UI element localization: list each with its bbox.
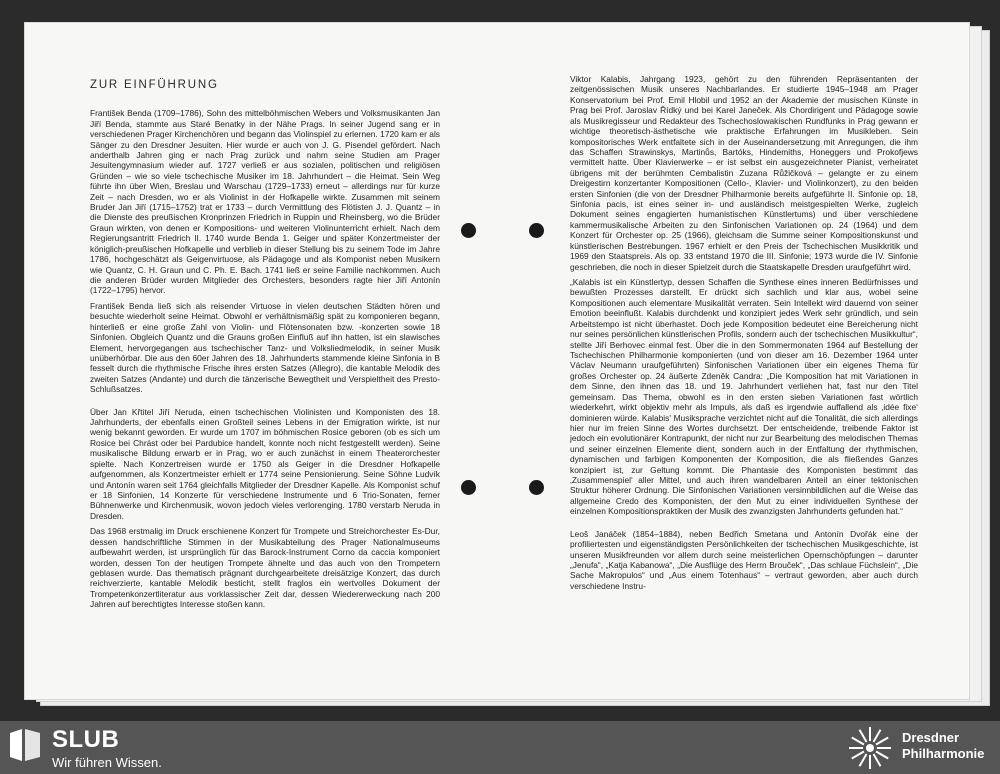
punch-hole <box>461 480 476 495</box>
dresdner-philharmonie-logo-text[interactable] <box>902 730 984 761</box>
paragraph-neruda-bio: Über Jan Křtitel Jiří Neruda, einen tschechischen Violinisten und Komponisten des 18. Jahrhunderts, der ebenfalls einen Großteil seines Lebens in der Emigration wirkte, ist nur wenig bekannt geworden. Er wurde um 1707 im böhmischen Rosice geboren (ob es sich um Rosice bei Chrást oder bei Pardubice handelt, konnte noch nicht festgestellt werden). Seine musikalische Bildung erwarb er in Prag, wo er auch zunächst in einem Theaterorchester spielte. Nach Konzertreisen wurde er 1750 als Geiger in die Dresdner Hofkapelle aufgenommen, als Konzertmeister erhielt er 1774 seine Pensionierung. Seine Söhne Ludvík und Antonín waren seit 1764 gleichfalls Mitglieder der Dresdner Kapelle. Als Komponist schuf er 18 Sinfonien, 14 Konzerte für verschiedene Instrumente und 6 Trio-Sonaten, ferner Bühnenwerke und Kirchenmusik, wovon jedoch vieles verlorenging. 1780 verstarb Neruda in Dresden. <box>90 406 440 521</box>
paragraph-benda-works: František Benda ließ sich als reisender Virtuose in vielen deutschen Städten hören und besuchte wiederholt seine Heimat. Obwohl er verhältnismäßig spät zu komponieren begann, hinterließ er eine große Zahl von Violin- und Flötensonaten bzw. -konzerten sowie 18 Sinfonien. Obgleich Quantz und die Grauns großen Einfluß auf ihn hatten, ist ein slawisches Element, hervorgegangen aus tschechischer Tanz- und Volksliedmelodik, in seiner Musik unüberhörbar. Die aus den 60er Jahren des 18. Jahrhunderts stammende kleine Sinfonia in B fesselt durch die rhythmische Frische ihres ersten Satzes (Allegro), die kantable Melodik des zweiten Satzes (Andante) und durch die tänzerische Bewegtheit und Verspieltheit des Presto-Schlußsatzes. <box>90 300 440 395</box>
paragraph-kalabis-bio: Viktor Kalabis, Jahrgang 1923, gehört zu den führenden Repräsentanten der zeitgenössischen Musik unseres Nachbarlandes. Er studierte 1945–1948 am Prager Konservatorium bei Prof. Emil Hlobil und 1952 an der Akademie der musischen Künste in Prag bei Prof. Jaroslav Řídký und bei Karel Janeček. Als Chordirigent und Pädagoge sowie als Musikregisseur und Redakteur des Tschechoslowakischen Rundfunks in Prag gewann er wichtige theoretisch-ästhetische wie praktische Erfahrungen im Musikleben. Sein kompositorisches Werk entfaltete sich in der Auseinandersetzung mit Anregungen, die ihm das Schaffen Strawinskys, Martinůs, Bartóks, Hindemiths, Honeggers und Prokofjews vermittelt hatte. Über Klavierwerke – er ist selbst ein ausgezeichneter Pianist, verheiratet übrigens mit der berühmten Cembalistin Zuzana Růžičková – gelangte er zu einem Dreigestirn konzertanter Kompositionen (Cello-, Klavier- und Violinkonzert), zu den beiden ersten Sinfonien (die von der Dresdner Philharmonie bereits aufgeführte II. Sinfonie op. 18, Sinfonia pacis, ist eines seiner in- und ausländisch meistgespielten Werke, zugleich Dokument seines engagierten humanistischen Künstlertums) und über verschiedene kammermusikalische Arbeiten zu den Sinfonischen Variationen op. 24 (1964) und dem Konzert für Orchester op. 25 (1966), gleichsam die Summe seiner Kompositionskunst und künstlerischen Bestrebungen. 1967 erhielt er den Preis der Tschechischen Musikkritik und 1969 den Staatspreis. Als op. 33 entstand 1970 die III. Sinfonie; 1973 wurde die IV. Sinfonie geschrieben, die noch in dieser Spielzeit durch die Staatskapelle Dresden uraufgeführt wird. <box>570 74 918 272</box>
left-column <box>90 78 440 615</box>
slub-logo-text[interactable]: SLUB <box>52 726 120 753</box>
right-column <box>570 74 918 596</box>
punch-hole <box>529 480 544 495</box>
brand-line-1: Dresdner <box>902 730 960 745</box>
page-heading: ZUR EINFÜHRUNG <box>90 79 219 91</box>
paragraph-janacek: Leoš Janáček (1854–1884), neben Bedřich Smetana und Antonín Dvořák eine der profiliertesten und eigenständigsten Persönlichkeiten der tschechischen Musikgeschichte, ist unseren Musikfreunden vor allem durch seine meisterlichen Opernschöpfungen – darunter „Jenufa“, „Katja Kabanowa“, „Die Ausflüge des Herrn Brouček“, „Das schlaue Füchslein“, „Die Sache Makropulos“ und „Aus einem Totenhaus“ – vertraut geworden, aber auch durch verschiedene Instru- <box>570 528 918 591</box>
dresdner-philharmonie-logo-icon <box>846 724 894 772</box>
paragraph-benda-bio: František Benda (1709–1786), Sohn des mittelböhmischen Webers und Volksmusikanten Jan Jiří Benda, stammte aus Staré Benatky in der Nähe Prags. In seiner Jugend sang er in verschiedenen Prager Kirchenchören und begann das Violinspiel zu erlernen. 1720 kam er als Sänger zu den Dresdner Jesuiten. Hier wurde er auch von J. G. Pisendel gefördert. Nach anderthalb Jahren ging er nach Prag zurück und nahm seine Studien am Prager Jesuitengymnasium wieder auf. 1727 verließ er aus sozialen, politischen und religiösen Gründen – wie so viele tschechische Musiker im 18. Jahrhundert – die Heimat. Sein Weg führte ihn über Wien, Breslau und Warschau (1729–1733) erneut – allerdings nur für kurze Zeit – nach Dresden, wo er als Violinist in der Hofkapelle wirkte. Zusammen mit seinem Bruder Jan Jiří (1715–1752) trat er 1733 – durch Vermittlung des Flötisten J. J. Quantz – in die Dienste des preußischen Kronprinzen Friedrich in Ruppin und Rheinsberg, wo die Brüder Graun wirkten, von denen er Kompositions- und weiteren Violinunterricht erhielt. Nach dem Regierungsantritt Friedrich II. 1740 wurde Benda 1. Geiger und später Konzertmeister der königlich-preußischen Hofkapelle und verblieb in dieser Stellung bis zu seinem Tode im Jahre 1786, hochgeschätzt als Geigenvirtuose, als Pädagoge und als Komponist neben Musikern wie Quantz, C. H. Graun und C. Ph. E. Bach. 1741 ließ er seine Familie nachkommen. Auch die anderen Brüder wurden Mitglieder des Orchesters, besonders ragte hier Jiří Antonín (1722–1795) hervor. <box>90 108 440 296</box>
document-page <box>24 22 970 700</box>
footer-bar <box>0 721 1000 774</box>
paragraph-neruda-concerto: Das 1968 erstmalig im Druck erschienene Konzert für Trompete und Streichorchester Es-Dur, dessen handschriftliche Stimmen in der Musikabteilung des Prager Nationalmuseums aufbewahrt werden, ist ursprünglich für das Barock-Instrument Corno da caccia komponiert worden, dessen Ton der heutigen Trompete ähnelte und das auch von den Trompetern geblasen wurde. Das thematisch prägnant durchgearbeitete dreisätzige Konzert, das durch reichverzierte, kantable Melodik besticht, stellt fraglos ein wertvolles Dokument der Trompetenkonzertliteratur aus vorklassischer Zeit dar, dessen Wiedererweckung nach 200 Jahren auf berechtigtes Interesse stoßen kann. <box>90 526 440 610</box>
paragraph-kalabis-quote: „Kalabis ist ein Künstlertyp, dessen Schaffen die Synthese eines inneren Bedürfnisses und bewußten Prozesses darstellt. Er drückt sich sachlich und klar aus, wobei seine Kompositionen auch elementare Musikalität verraten. Sein Intellekt wird dauernd von seiner Emotion beeinflußt. Kalabis durchdenkt und konzipiert jedes Werk sehr gründlich, und sein Arbeitstempo ist nicht überhastet. Doch jede Komposition bedeutet eine Bereicherung nicht nur seines persönlichen künstlerischen Profils, sondern auch der tschechischen Musikkultur“, stellte Jiří Berhovec einmal fest. Über die in den Sommermonaten 1964 auf Bestellung der Tschechischen Philharmonie komponierten (und von dieser am 16. Dezember 1964 unter Václav Neumann uraufgeführten) Sinfonischen Variationen über ein eigenes Thema für großes Orchester op. 24 äußerte Zdeněk Candra: „Die Komposition hat mit Variationen in dem Sinne, den ihnen das 18. und 19. Jahrhundert verliehen hat, fast nur den Titel gemeinsam. Das Thema, obwohl es in den ersten sieben Variationen fast wörtlich wiederkehrt, wirkt objektiv mehr als Impuls, als daß es irgendwie auffallend als ‚idée fixe‘ dominieren würde. Kalabis' Musiksprache verzichtet nicht auf die Tonalität, die sich allerdings hier nur im freien Sinne des Wortes durchsetzt. Der entscheidende, treibende Faktor ist jedoch ein evolutionärer Kontrapunkt, der nicht nur zur Bearbeitung des melodischen Themas und seiner einzelnen Elemente dient, sondern auch in der Entfaltung der rhythmischen, dynamischen und farbigen Komponenten der Komposition, die als fließendes Ganzes konzipiert ist, zur Geltung kommt. Die Phantasie des Komponisten bestimmt das ‚Zusammenspiel‘ aller Mittel, und auch ihren wandelbaren Anteil an einer tektonischen Struktur höherer Ordnung. Die Sinfonischen Variationen versinnbildlichen auf die Weise das allgemeine Credo des Komponisten, der den Mut zu einer individuellen Synthese der einzelnen Kompositionspraktiken der Musik des zwanzigsten Jahrhunderts gefunden hat.“ <box>570 277 918 517</box>
brand-line-2: Philharmonie <box>902 745 985 761</box>
slub-tagline: Wir führen Wissen. <box>52 755 162 770</box>
punch-hole <box>461 223 476 238</box>
punch-hole <box>529 223 544 238</box>
slub-logo-icon <box>8 727 42 763</box>
